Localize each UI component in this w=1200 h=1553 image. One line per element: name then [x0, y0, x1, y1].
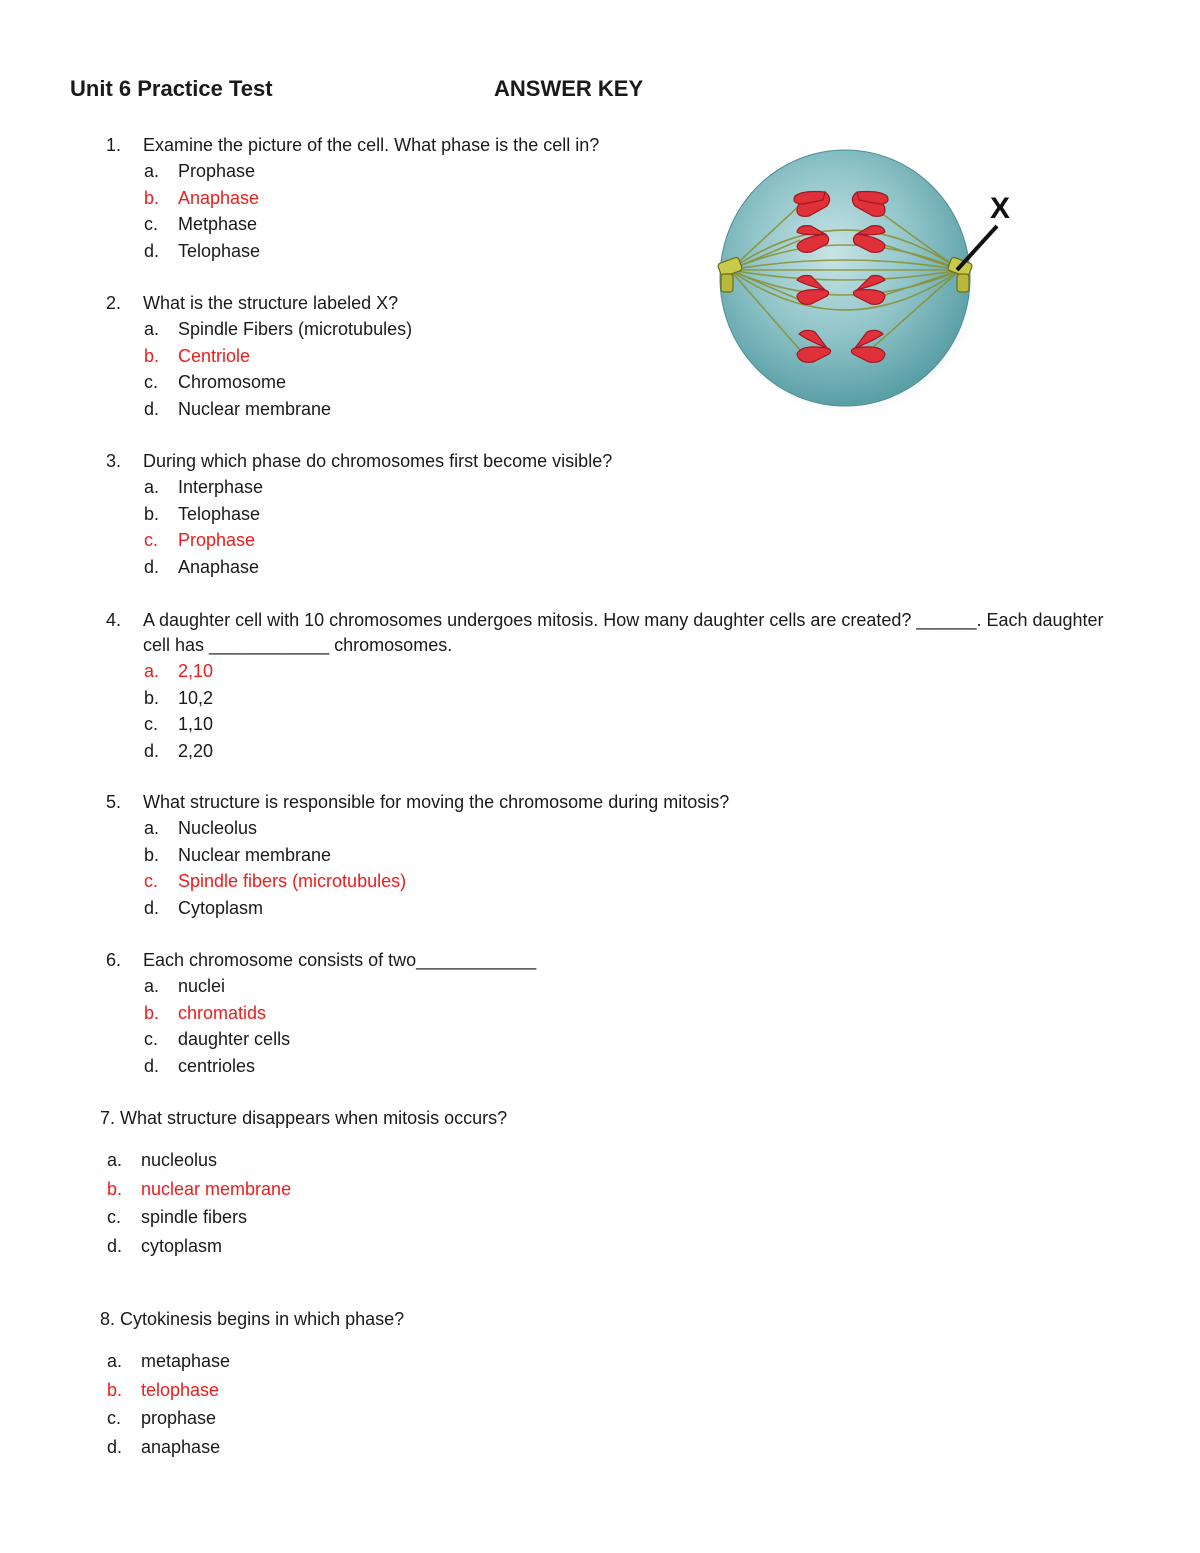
option-6a[interactable]: a. nuclei — [144, 976, 226, 996]
option-4a-correct[interactable]: a. 2,10 — [144, 661, 214, 681]
question-1-text: 1. Examine the picture of the cell. What phase is the cell in? — [106, 135, 600, 155]
question-8-text: 8. Cytokinesis begins in which phase? — [100, 1309, 405, 1329]
option-1b-correct[interactable]: b. Anaphase — [144, 187, 260, 208]
option-1d[interactable]: d. Telophase — [144, 240, 261, 261]
option-1a[interactable]: a. Prophase — [144, 161, 256, 181]
option-2b-correct[interactable]: b. Centriole — [144, 345, 251, 366]
option-3d[interactable]: d. Anaphase — [144, 556, 260, 577]
question-8 — [70, 1308, 710, 1464]
option-3b[interactable]: b. Telophase — [144, 503, 261, 524]
option-7a[interactable]: a. nucleolus — [107, 1150, 218, 1170]
question-4 — [72, 608, 1122, 766]
anaphase-cell-diagram — [705, 130, 1035, 420]
question-3-text: 3. During which phase do chromosomes first become visible? — [106, 451, 613, 471]
option-7d[interactable]: d. cytoplasm — [107, 1235, 223, 1256]
question-6-text: 6. Each chromosome consists of two____________ — [106, 950, 537, 970]
question-5 — [72, 791, 872, 923]
question-2 — [72, 292, 692, 424]
option-8d[interactable]: d. anaphase — [107, 1436, 221, 1457]
option-5c-correct[interactable]: c. Spindle fibers (microtubules) — [144, 871, 407, 891]
option-2a[interactable]: a. Spindle Fibers (microtubules) — [144, 319, 413, 339]
question-5-text: 5. What structure is responsible for moving the chromosome during mitosis? — [106, 792, 730, 812]
question-3 — [72, 450, 712, 582]
option-2d[interactable]: d. Nuclear membrane — [144, 398, 332, 419]
question-2-text: 2. What is the structure labeled X? — [106, 293, 399, 313]
question-7-text: 7. What structure disappears when mitosis occurs? — [100, 1108, 508, 1128]
option-8b-correct[interactable]: b. telophase — [107, 1379, 220, 1400]
question-7 — [70, 1107, 710, 1263]
question-number: 1. — [106, 135, 122, 155]
option-3a[interactable]: a. Interphase — [144, 477, 264, 497]
option-6b-correct[interactable]: b. chromatids — [144, 1002, 267, 1023]
option-6d[interactable]: d. centrioles — [144, 1055, 256, 1076]
cell-body — [720, 150, 970, 406]
page-title: Unit 6 Practice Test — [70, 76, 273, 101]
label-x: X — [990, 192, 1011, 225]
question-1 — [72, 134, 692, 266]
option-4d[interactable]: d. 2,20 — [144, 740, 214, 761]
option-6c[interactable]: c. daughter cells — [144, 1029, 291, 1049]
option-4c[interactable]: c. 1,10 — [144, 714, 214, 734]
option-7c[interactable]: c. spindle fibers — [107, 1207, 248, 1227]
option-1c[interactable]: c. Metphase — [144, 214, 258, 234]
option-3c-correct[interactable]: c. Prophase — [144, 530, 256, 550]
option-8c[interactable]: c. prophase — [107, 1408, 217, 1428]
option-8a[interactable]: a. metaphase — [107, 1351, 231, 1371]
option-5a[interactable]: a. Nucleolus — [144, 818, 258, 838]
option-4b[interactable]: b. 10,2 — [144, 687, 214, 708]
option-5b[interactable]: b. Nuclear membrane — [144, 844, 332, 865]
question-6 — [72, 949, 712, 1081]
option-5d[interactable]: d. Cytoplasm — [144, 897, 264, 918]
option-2c[interactable]: c. Chromosome — [144, 372, 287, 392]
option-7b-correct[interactable]: b. nuclear membrane — [107, 1178, 292, 1199]
answer-key-label: ANSWER KEY — [494, 76, 644, 101]
page-header — [70, 76, 770, 106]
question-4-text: 4. A daughter cell with 10 chromosomes undergoes mitosis. How many daughter cells are created? ______. Each daughter cell has ____________ chromosomes. — [106, 610, 1104, 655]
